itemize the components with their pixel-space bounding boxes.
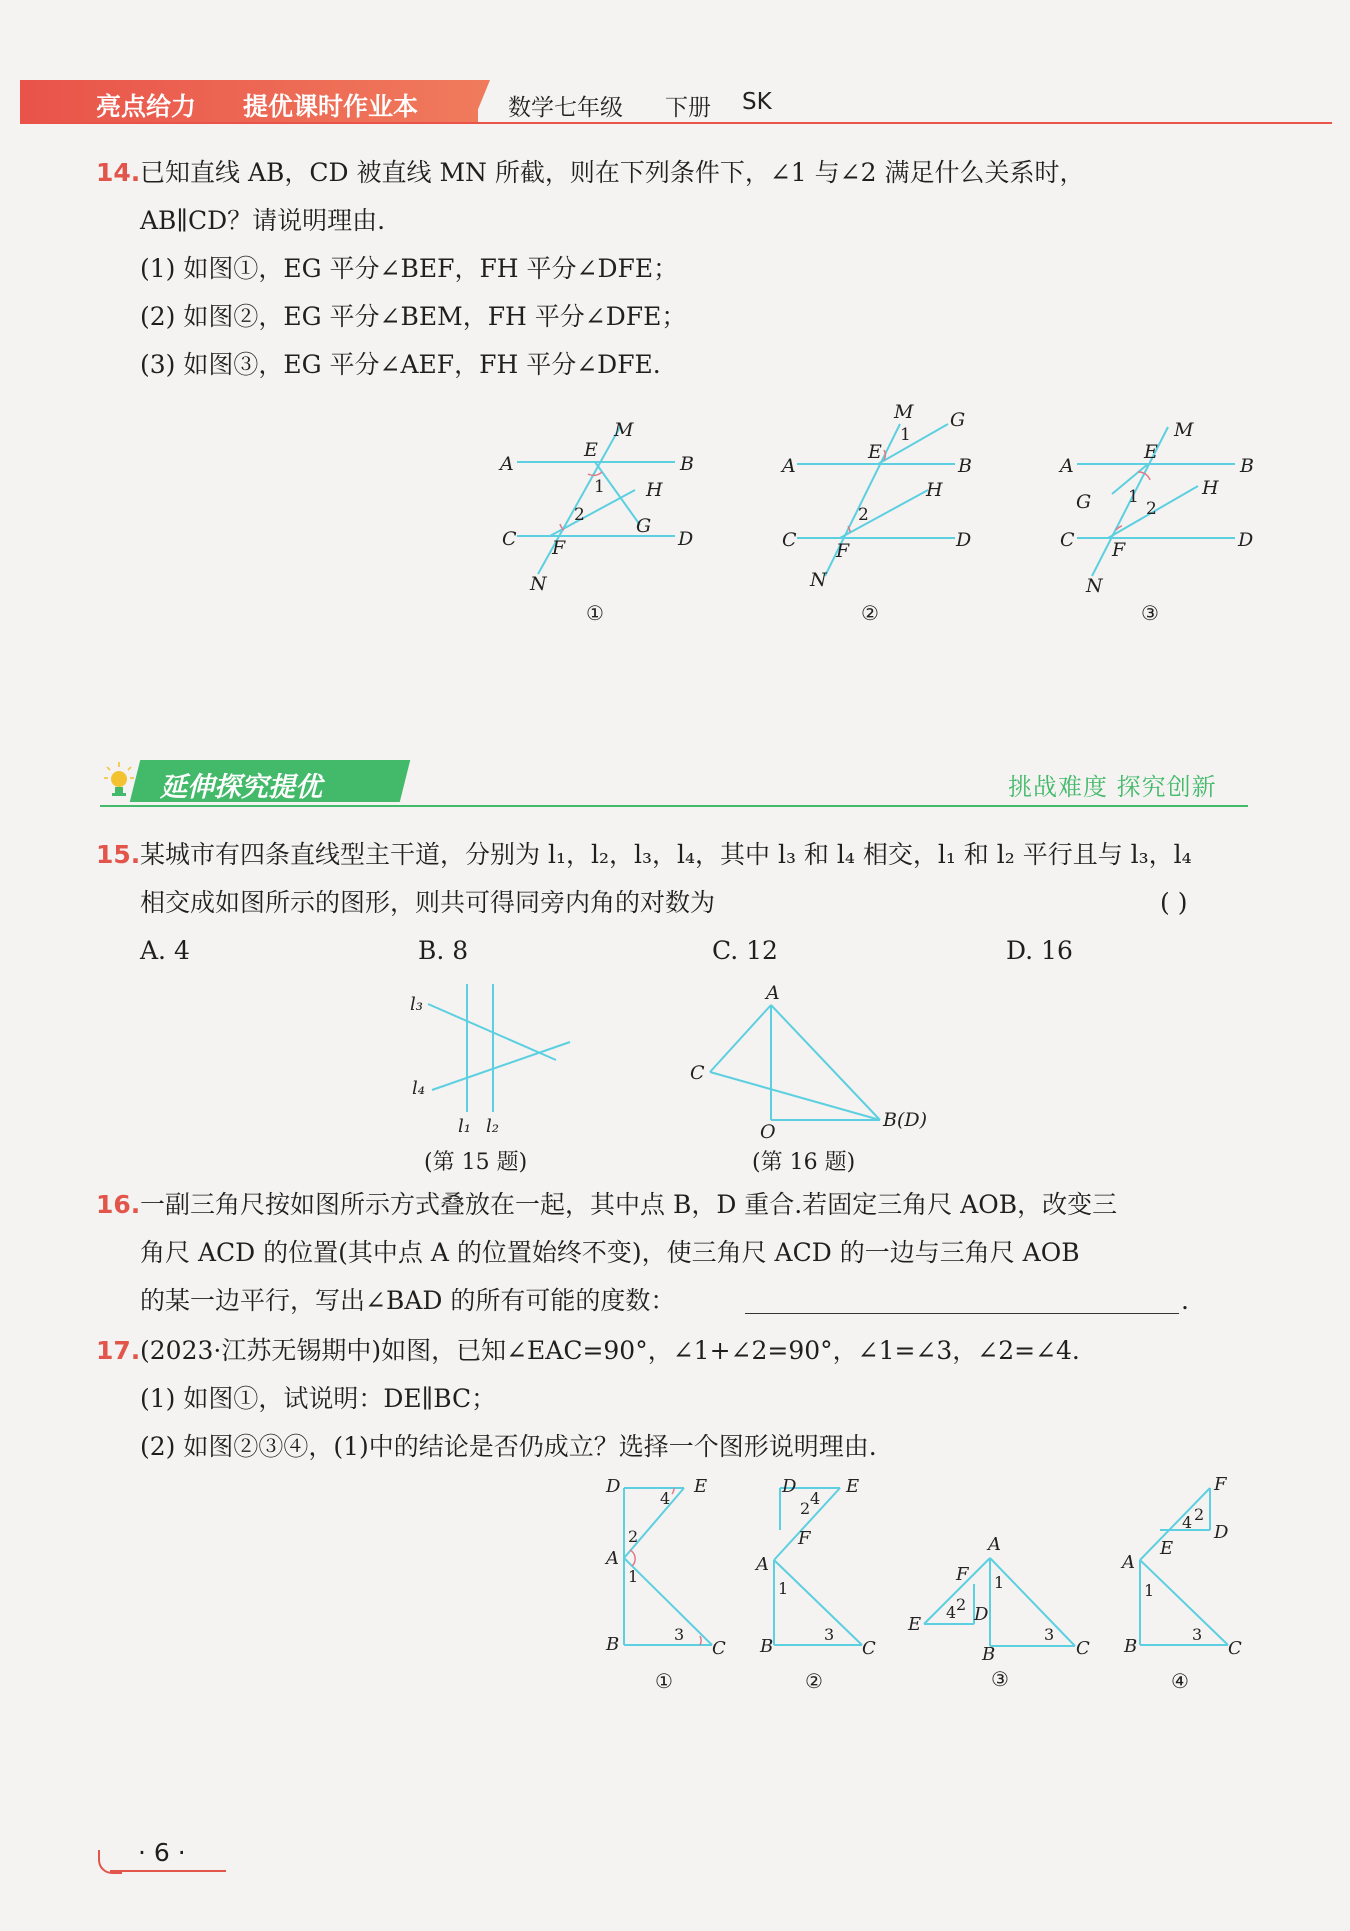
q15-line2: 相交成如图所示的图形，则共可得同旁内角的对数为 <box>140 888 716 917</box>
q17f1-label-b: B <box>606 1634 620 1655</box>
q17f4-label-d: D <box>1214 1522 1229 1543</box>
section-tagline: 挑战难度 探究创新 <box>1008 773 1217 801</box>
fig1-label-h: H <box>646 479 663 501</box>
fig1-label-b: B <box>680 453 694 475</box>
q16-label-o: O <box>760 1121 776 1140</box>
q14-condition-2: (2) 如图②，EG 平分∠BEM，FH 平分∠DFE； <box>140 302 687 331</box>
q15-label-l4: l₄ <box>412 1078 425 1099</box>
header-rule <box>20 122 1332 124</box>
q15-label-l3: l₃ <box>410 994 423 1015</box>
footer-rule <box>110 1870 226 1872</box>
q16-label-c: C <box>690 1062 705 1084</box>
q17-condition-1: (1) 如图①，试说明：DE∥BC； <box>140 1384 497 1413</box>
q17-figure-4 <box>1110 1470 1260 1700</box>
q14-line2: AB∥CD？请说明理由. <box>140 206 386 235</box>
fig1-label-m: M <box>614 419 634 441</box>
q16-line3: 的某一边平行，写出∠BAD 的所有可能的度数： <box>140 1286 676 1315</box>
q17f4-angle-3: 3 <box>1192 1625 1203 1644</box>
q15-figure <box>400 980 580 1160</box>
q17f4-label-a: A <box>1122 1552 1135 1573</box>
q17-figure-3 <box>900 1520 1100 1700</box>
q15-option-d: D. 16 <box>1006 936 1073 965</box>
q16-line1: 一副三角尺按如图所示方式叠放在一起，其中点 B，D 重合.若固定三角尺 AOB，改变三 <box>140 1190 1118 1219</box>
header-subject: 数学七年级 <box>508 95 623 121</box>
lightbulb-icon <box>104 762 134 798</box>
q14-condition-3: (3) 如图③，EG 平分∠AEF，FH 平分∠DFE. <box>140 350 661 379</box>
q14-fig1-caption: ① <box>586 601 604 625</box>
fig3-label-m: M <box>1174 419 1194 441</box>
q17f2-angle-2: 2 <box>800 1499 811 1518</box>
header-edition: SK <box>742 89 772 115</box>
q17f4-angle-2: 2 <box>1194 1505 1205 1524</box>
fig1-label-f: F <box>552 537 566 559</box>
fig2-angle-2: 2 <box>858 505 869 525</box>
q17f2-label-e: E <box>846 1476 860 1497</box>
q16-caption: (第 16 题) <box>752 1150 856 1175</box>
fig1-label-e: E <box>584 439 598 461</box>
q17f3-label-a: A <box>988 1534 1001 1555</box>
q15-option-c: C. 12 <box>712 936 778 965</box>
q15-option-b: B. 8 <box>418 936 469 965</box>
fig1-label-g: G <box>636 515 652 537</box>
q17f3-label-d: D <box>974 1604 989 1625</box>
q17f3-angle-3: 3 <box>1044 1625 1055 1644</box>
fig3-angle-1: 1 <box>1128 487 1139 507</box>
q17f3-angle-4: 4 <box>946 1603 957 1622</box>
q17f4-angle-4: 4 <box>1182 1513 1193 1532</box>
q17f3-label-b: B <box>982 1644 996 1665</box>
fig3-label-n: N <box>1086 575 1103 597</box>
q17f2-label-a: A <box>756 1554 769 1575</box>
q17f4-label-e: E <box>1160 1538 1174 1559</box>
header-series: 提优课时作业本 <box>243 92 419 121</box>
fig2-label-c: C <box>782 529 797 551</box>
fig1-label-c: C <box>502 528 517 550</box>
q17-fig2-caption: ② <box>805 1669 823 1693</box>
q17f3-label-e: E <box>908 1614 922 1635</box>
page-number: · 6 · <box>138 1838 186 1867</box>
q17f3-angle-1: 1 <box>994 1573 1005 1592</box>
q17f2-angle-1: 1 <box>778 1579 789 1598</box>
fig3-label-h: H <box>1202 477 1219 499</box>
q17f4-angle-1: 1 <box>1144 1581 1155 1600</box>
fig3-label-g: G <box>1076 491 1092 513</box>
q17-figure-2 <box>750 1470 890 1700</box>
fig3-label-c: C <box>1060 529 1075 551</box>
fig3-angle-2: 2 <box>1146 499 1157 519</box>
fig3-label-e: E <box>1144 441 1158 463</box>
fig2-label-d: D <box>956 529 972 551</box>
section-rule <box>100 805 1248 807</box>
fig2-label-g: G <box>950 409 966 431</box>
q16-figure <box>680 985 940 1140</box>
fig2-label-m: M <box>894 401 914 423</box>
q17f3-angle-2: 2 <box>956 1595 967 1614</box>
q17f1-angle-3: 3 <box>674 1625 685 1644</box>
q15-answer-paren: ( ) <box>1160 888 1188 917</box>
q17f1-angle-2: 2 <box>628 1527 639 1546</box>
fig3-label-b: B <box>1240 455 1254 477</box>
q17f1-label-e: E <box>694 1476 708 1497</box>
fig2-angle-1: 1 <box>900 425 911 445</box>
q17f1-label-c: C <box>712 1638 726 1659</box>
q17f4-label-c: C <box>1228 1638 1242 1659</box>
fig1-label-a: A <box>500 453 514 475</box>
q17f3-label-c: C <box>1076 1638 1090 1659</box>
fig3-label-f: F <box>1112 539 1126 561</box>
q16-line3-end: . <box>1181 1286 1189 1315</box>
fig1-label-n: N <box>530 573 547 595</box>
q17-number: 17. <box>96 1336 141 1365</box>
header-brand: 亮点给力 <box>96 92 197 121</box>
q14-line1: 已知直线 AB，CD 被直线 MN 所截，则在下列条件下，∠1 与∠2 满足什么关系时， <box>140 158 1085 187</box>
q17f1-angle-1: 1 <box>628 1567 639 1586</box>
q14-number: 14. <box>96 158 141 187</box>
q17f2-label-d: D <box>782 1476 797 1497</box>
q14-fig3-caption: ③ <box>1141 601 1159 625</box>
q17f2-label-f: F <box>798 1528 811 1549</box>
fig1-angle-1: 1 <box>594 477 605 497</box>
q17f2-angle-4: 4 <box>810 1489 821 1508</box>
fig1-angle-2: 2 <box>574 505 585 525</box>
q17-fig4-caption: ④ <box>1171 1669 1189 1693</box>
q17-condition-2: (2) 如图②③④，(1)中的结论是否仍成立？选择一个图形说明理由. <box>140 1432 877 1461</box>
q17f1-angle-4: 4 <box>660 1489 671 1508</box>
q14-condition-1: (1) 如图①，EG 平分∠BEF，FH 平分∠DFE； <box>140 254 679 283</box>
q16-label-bd: B(D) <box>883 1109 928 1131</box>
fig2-label-f: F <box>836 540 850 562</box>
fig2-label-e: E <box>868 441 882 463</box>
fig1-label-d: D <box>678 528 694 550</box>
fig2-label-b: B <box>958 455 972 477</box>
q17f2-angle-3: 3 <box>824 1625 835 1644</box>
q17f4-label-f: F <box>1214 1474 1227 1495</box>
fig2-label-h: H <box>926 479 943 501</box>
q17f2-label-b: B <box>760 1636 774 1657</box>
q16-answer-blank[interactable] <box>745 1313 1179 1314</box>
header-volume: 下册 <box>665 95 711 121</box>
q16-label-a: A <box>766 985 780 1004</box>
fig3-label-d: D <box>1238 529 1254 551</box>
q15-number: 15. <box>96 840 141 869</box>
q16-number: 16. <box>96 1190 141 1219</box>
q17-fig3-caption: ③ <box>991 1667 1009 1691</box>
q17f2-label-c: C <box>862 1638 876 1659</box>
q14-figure-2 <box>770 400 980 630</box>
fig3-label-a: A <box>1060 455 1074 477</box>
q17f3-label-f: F <box>956 1564 969 1585</box>
q15-label-l1: l₁ <box>458 1116 471 1137</box>
q16-line2: 角尺 ACD 的位置(其中点 A 的位置始终不变)，使三角尺 ACD 的一边与三角尺 AOB <box>140 1238 1080 1267</box>
q17-line1: (2023·江苏无锡期中)如图，已知∠EAC=90°，∠1+∠2=90°，∠1=∠3，∠2=∠4. <box>140 1336 1080 1365</box>
header-band-tip <box>472 80 490 124</box>
q17-fig1-caption: ① <box>655 1669 673 1693</box>
q15-label-l2: l₂ <box>486 1116 499 1137</box>
section-title: 延伸探究提优 <box>160 772 322 803</box>
fig2-label-a: A <box>782 455 796 477</box>
q15-option-a: A. 4 <box>140 936 190 965</box>
q17f1-label-a: A <box>606 1548 619 1569</box>
q17-figure-1 <box>600 1470 740 1700</box>
q17f1-label-d: D <box>606 1476 621 1497</box>
q14-figure-3 <box>1050 410 1260 630</box>
q14-fig2-caption: ② <box>861 601 879 625</box>
fig2-label-n: N <box>810 569 827 591</box>
q14-figure-1 <box>490 410 700 630</box>
q17f4-label-b: B <box>1124 1636 1138 1657</box>
q15-line1: 某城市有四条直线型主干道，分别为 l₁，l₂，l₃，l₄，其中 l₃ 和 l₄ 相交，l₁ 和 l₂ 平行且与 l₃，l₄ <box>140 840 1192 869</box>
q15-caption: (第 15 题) <box>424 1150 528 1175</box>
